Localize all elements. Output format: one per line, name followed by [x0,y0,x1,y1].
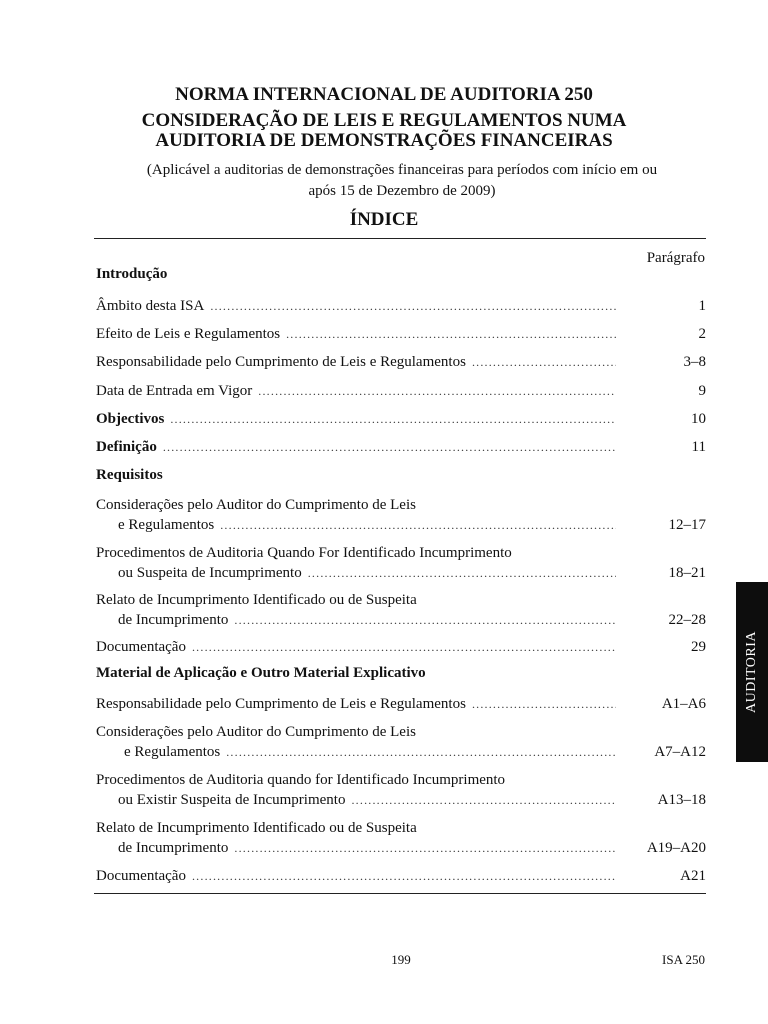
dot-leader [234,610,616,630]
toc-entry-paragraph: A19–A20 [646,840,706,856]
toc-entry-label: Data de Entrada em Vigor [96,383,253,399]
paragraph-column-label: Parágrafo [646,250,705,266]
section-material: Material de Aplicação e Outro Material Explicativo [96,665,426,681]
dot-leader [192,866,616,886]
standard-subject [0,111,768,151]
applicability-line2: após 15 de Dezembro de 2009) [308,183,496,199]
toc-entry-paragraph: A7–A12 [654,744,706,760]
toc-entry-paragraph: A1–A6 [661,696,706,712]
toc-entry-label: Documentação [96,868,186,884]
side-tab-label: AUDITORIA [744,630,759,714]
toc-entry-label: Objectivos [96,411,165,427]
page-number: 199 [391,952,411,967]
toc-entry-paragraph: A21 [680,868,706,884]
section-requisitos: Requisitos [96,467,163,483]
toc-entry[interactable] [96,694,706,714]
toc-entry-paragraph: 10 [691,411,706,427]
toc-entry-label: Procedimentos de Auditoria quando for Identificado Incumprimento [96,772,506,788]
toc-entry-label: Documentação [96,639,186,655]
toc-entry[interactable] [96,637,706,657]
dot-leader [163,437,616,457]
toc-entry-paragraph: A13–18 [657,792,706,808]
index-heading: ÍNDICE [349,209,419,230]
toc-entry-label: Âmbito desta ISA [96,298,205,314]
dot-leader [220,515,616,535]
toc-entry-label-continued: ou Existir Suspeita de Incumprimento [118,792,346,808]
toc-entry-paragraph: 29 [691,639,706,655]
dot-leader [192,637,616,657]
toc-entry-label: Relato de Incumprimento Identificado ou de Suspeita [96,820,417,836]
dot-leader [226,742,616,762]
toc-entry[interactable] [96,866,706,886]
toc-entry-label: Considerações pelo Auditor do Cumprimento de Leis [96,724,416,740]
dot-leader [286,324,616,344]
dot-leader [472,352,616,372]
toc-entry-label-continued: de Incumprimento [118,612,229,628]
toc-entry-paragraph: 11 [691,439,706,455]
toc-entry-label-continued: e Regulamentos [118,517,215,533]
dot-leader [258,381,616,401]
toc-entry[interactable] [96,352,706,372]
toc-entry-label: Responsabilidade pelo Cumprimento de Leis e Regulamentos [96,354,466,370]
toc-entry-paragraph: 1 [698,298,706,314]
toc-entry-label-continued: e Regulamentos [124,744,221,760]
toc-entry-paragraph: 2 [698,326,706,342]
dot-leader [170,409,616,429]
toc-entry-paragraph: 18–21 [668,565,706,581]
dot-leader [210,296,616,316]
toc-entry-label: Definição [96,439,157,455]
applicability-note [92,160,712,202]
section-introducao: Introdução [96,266,168,282]
toc-entry[interactable] [96,409,706,429]
standard-code: ISA 250 [662,952,705,967]
toc-entry-label: Procedimentos de Auditoria Quando For Identificado Incumprimento [96,545,512,561]
toc-entry[interactable] [96,818,706,858]
toc-entry[interactable] [96,296,706,316]
toc-entry[interactable] [96,590,706,630]
toc-entry[interactable] [96,770,706,810]
toc-entry-label: Considerações pelo Auditor do Cumprimento de Leis [96,497,416,513]
standard-subject-line2: AUDITORIA DE DEMONSTRAÇÕES FINANCEIRAS [155,130,613,151]
toc-entry[interactable] [96,543,706,583]
toc-entry-paragraph: 9 [698,383,706,399]
standard-subject-line1: CONSIDERAÇÃO DE LEIS E REGULAMENTOS NUMA [141,110,627,131]
toc-entry-paragraph: 12–17 [668,517,706,533]
toc-entry[interactable] [96,381,706,401]
toc-entry-label-continued: de Incumprimento [118,840,229,856]
toc-entry-label: Efeito de Leis e Regulamentos [96,326,281,342]
toc-entry-paragraph: 22–28 [668,612,706,628]
dot-leader [308,563,616,583]
toc-entry[interactable] [96,324,706,344]
toc-entry[interactable] [96,722,706,762]
toc-entry-label: Responsabilidade pelo Cumprimento de Leis e Regulamentos [96,696,466,712]
dot-leader [472,694,616,714]
bottom-divider [94,893,706,894]
dot-leader [351,790,616,810]
toc-entry-label-continued: ou Suspeita de Incumprimento [118,565,302,581]
standard-title: NORMA INTERNACIONAL DE AUDITORIA 250 [175,84,593,105]
dot-leader [234,838,616,858]
toc-entry[interactable] [96,495,706,535]
toc-entry-label: Relato de Incumprimento Identificado ou de Suspeita [96,592,417,608]
top-divider [94,238,706,239]
toc-entry[interactable] [96,437,706,457]
section-side-tab [736,582,768,762]
toc-entry-paragraph: 3–8 [683,354,706,370]
applicability-line1: (Aplicável a auditorias de demonstrações financeiras para períodos com início em ou [146,162,658,178]
